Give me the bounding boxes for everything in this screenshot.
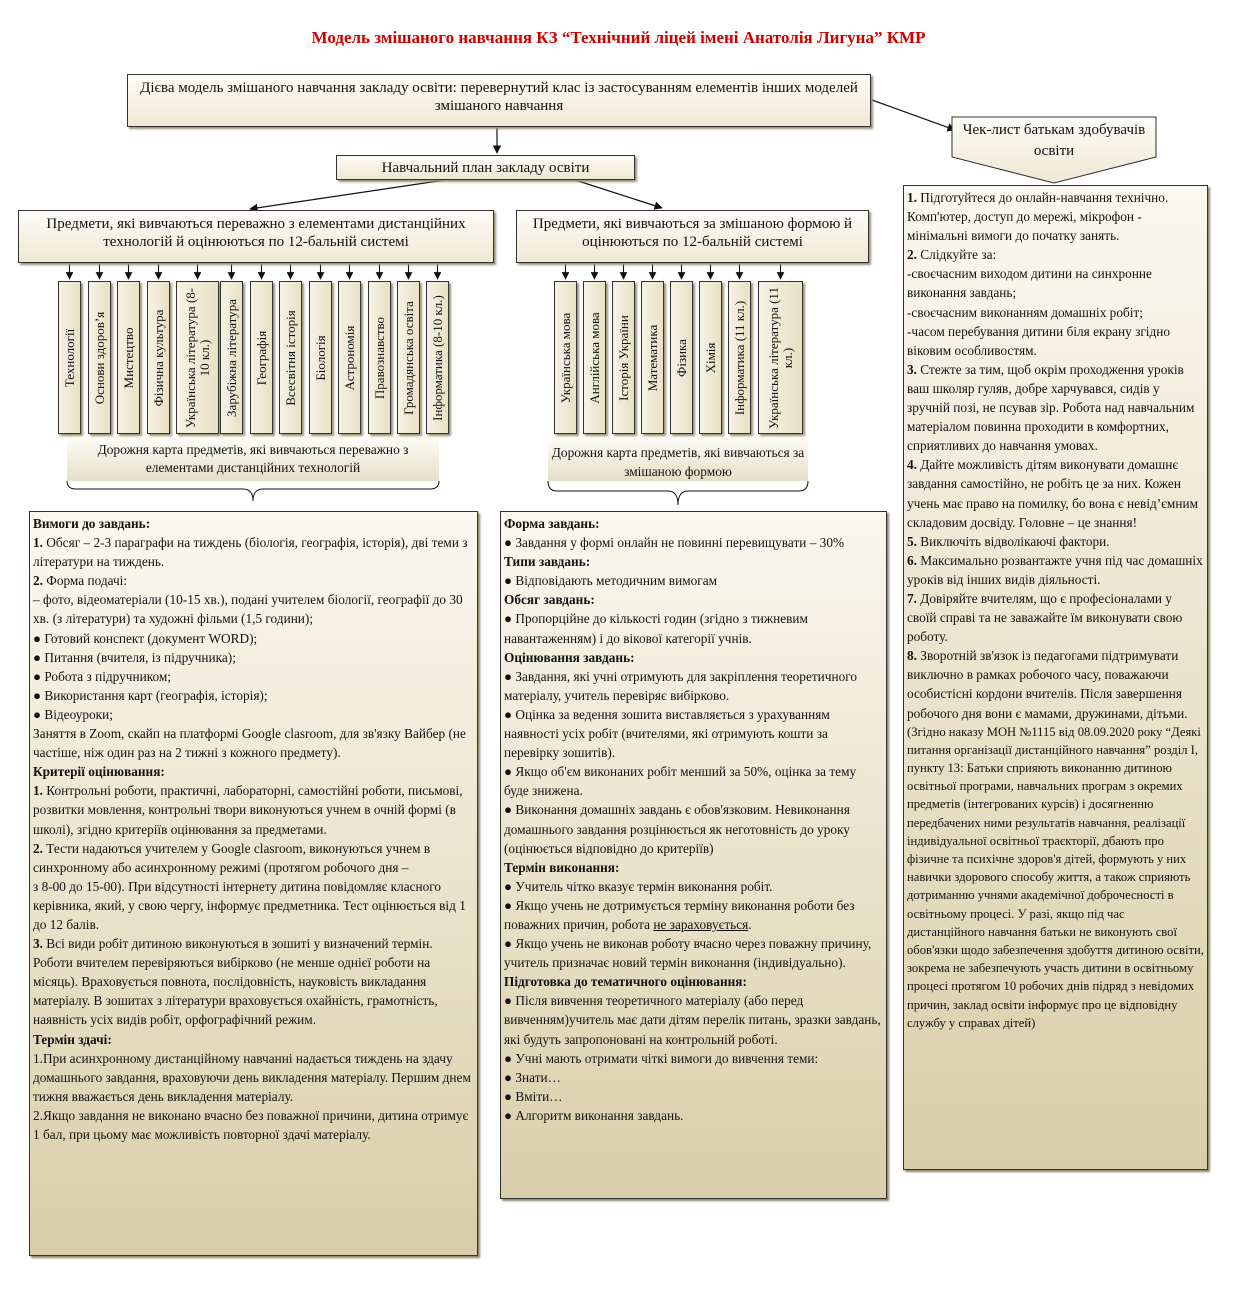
right_group-subject-box [758, 281, 803, 434]
section-heading [504, 552, 883, 571]
panel-item [33, 1106, 474, 1144]
item-text: ● Учні мають отримати чіткі вимоги до вивчення теми: [504, 1050, 819, 1066]
subject-label: Фізична культура [150, 309, 166, 406]
item-number: 5. [907, 533, 917, 549]
item-number: 2. [33, 840, 43, 856]
subject-label: Географія [253, 330, 269, 385]
item-text: Заняття в Zoom, скайп на платформі Google clasroom, для зв'язку Вайбер (не частіше, ніж один раз на 2 тижні з кожного предмету). [33, 726, 466, 761]
panel-item [33, 877, 474, 934]
item-text: -своєчасним виходом дитини на синхронне виконання завдань; [907, 266, 1152, 301]
panel-item [33, 571, 474, 590]
left_group-subject-box [117, 281, 140, 434]
item-text: ● Учитель чітко вказує термін виконання робіт. [504, 878, 773, 894]
panel-item [33, 1049, 474, 1106]
item-text: Зворотній зв'язок із педагогами підтримувати виключно в рамках робочого часу, поважаючи особистісні кордони вчителів. Після завершення робочого дня вони є мамами, дружинами, дітьми. [907, 648, 1188, 721]
item-text: Обсяг завдань: [504, 592, 595, 608]
item-text: ● Відеоуроки; [33, 706, 113, 722]
checklist-label: Чек-лист батькам здобувачів освіти [962, 122, 1146, 159]
panel-item [907, 188, 1204, 245]
item-text: ● Робота з підручником; [33, 668, 171, 684]
panel-item [504, 934, 883, 972]
left-roadmap-label: Дорожня карта предметів, які вивчаються переважно з елементами дистанційних технологій [97, 442, 409, 475]
item-text: 2.Якщо завдання не виконано вчасно без поважної причини, дитина отримує 1 бал, при цьому має можливість повторної здачі матеріалу. [33, 1107, 469, 1142]
subject-label: Мистецтво [120, 327, 136, 388]
deadline-before: ● Якщо учень не дотримується терміну виконання роботи без поважних причин, робота [504, 897, 855, 932]
subject-label: Всесвітня історія [282, 309, 298, 406]
left_group-subject-box [426, 281, 449, 434]
panel-item [907, 532, 1204, 551]
section-heading [504, 858, 883, 877]
page-title: Модель змішаного навчання КЗ “Технічний ліцей імені Анатолія Лигуна” КМР [311, 28, 926, 47]
item-text: Слідкуйте за: [916, 247, 997, 263]
panel-item [504, 1068, 883, 1087]
subject-label: Хімія [702, 342, 718, 373]
panel-item [504, 877, 883, 896]
item-text: Підготуйтеся до онлайн-навчання технічно. Комп'ютер, доступ до мережі, мікрофон - мінімальні вимоги до початку занять. [907, 190, 1169, 244]
item-text: ● Після вивчення теоретичного матеріалу (або перед вивченням)учитель має дати дітям перелік питань, зразки завдань, які будуть запропоновані на контрольній роботі. [504, 993, 881, 1047]
left_group-subject-box [309, 281, 332, 434]
item-number: 8. [907, 648, 917, 664]
item-text: Обсяг – 2-3 параграфи на тиждень (біологія, географія, історія), дві теми з літератури на тиждень. [33, 535, 468, 570]
panel-item [504, 800, 883, 857]
right_group-subject-box [699, 281, 722, 434]
item-text: Термін здачі: [33, 1031, 112, 1047]
panel-item [504, 762, 883, 800]
panel-item [504, 896, 883, 934]
item-text: з 8-00 до 15-00). При відсутності інтернету дитина повідомляє класного керівника, який, у свою чергу, інформує предметника. Тест оцінюється від 1 до 12 балів. [33, 878, 466, 932]
item-number: 1. [33, 535, 43, 551]
panel-item [33, 686, 474, 705]
arrow-main-to-checklist [872, 100, 955, 130]
panel-item [33, 724, 474, 762]
curriculum-plan-box: Навчальний план закладу освіти [336, 155, 635, 180]
right-roadmap-label: Дорожня карта предметів, які вивчаються за змішаною формою [551, 445, 805, 479]
section-heading [504, 648, 883, 667]
item-number: 3. [907, 361, 917, 377]
right-roadmap-banner [547, 437, 809, 507]
right-subject-arrows [566, 264, 781, 279]
right_group-subject-box [670, 281, 693, 434]
moe-order-note: (Згідно наказу МОН №1115 від 08.09.2020 року “Деякі питання організації дистанційного навчання” розділ І, пункту 13: Батьки сприяють виконанню дитиною освітньої програми, навчальних програм з окремих предметів (інтегрованих курсів) і досягненню передбачених ними результатів навчання, реалізації індивідуальної освітньої траєкторії, дбають про фізичне та психічне здоров'я дітей, формують у них навички здорового способу життя, а також сприяють дотриманню учнями академічної доброчесності в освітньому процесі. У разі, якщо під час дистанційного навчання батьки не виконують свої обов'язки щодо забезпечення здобуття дитиною освіти, зокрема не забезпечують участь дитини в освітньому процесі протягом 10 робочих днів підряд з невідомих причин, заклад освіти інформує про це відповідну службу у справах дітей) [907, 724, 1204, 1030]
left_group-subject-box [338, 281, 361, 434]
panel-item [907, 303, 1204, 322]
right_group-subject-box [554, 281, 577, 434]
item-text: Контрольні роботи, практичні, лабораторні, самостійні роботи, письмові, розвитки мовлення, контрольні твори виконуються учнем в очній формі (в школі), згідно критеріїв оцінювання за предметами. [33, 783, 463, 837]
panel-item [33, 839, 474, 877]
item-number: 2. [33, 573, 43, 589]
item-text: Дайте можливість дітям виконувати домашнє завдання самостійно, не робіть це за них. Кожен учень має право на помилку, бо вона є невід’ємним складовим досвіду. Головне – це знання! [907, 457, 1198, 530]
item-text: Підготовка до тематичного оцінювання: [504, 974, 747, 990]
subject-label: Біологія [312, 334, 328, 381]
panel-item [907, 322, 1204, 360]
item-text: – фото, відеоматеріали (10-15 хв.), подані учителем біології, географії до 30 хв. (з літератури) та художні фільми (1,5 години); [33, 592, 463, 627]
item-text: ● Питання (вчителя, із підручника); [33, 649, 236, 665]
item-text: Форма завдань: [504, 516, 600, 531]
subject-label: Технології [61, 328, 77, 387]
item-text: Вимоги до завдань: [33, 516, 151, 531]
item-text: Тести надаються учителем у Google clasroom, виконуються учнем в синхронному або асинхронному режимі (протягом робочого дня – [33, 840, 431, 875]
item-text: ● Відповідають методичним вимогам [504, 573, 718, 589]
item-text: ● Завдання, які учні отримують для закріплення теоретичного матеріалу, учитель перевіряє вибірково. [504, 668, 858, 703]
deadline-underlined: не зараховується [653, 916, 749, 932]
panel-item [907, 455, 1204, 531]
subject-label: Англійська мова [586, 311, 602, 404]
panel-item [33, 533, 474, 571]
item-text: ● Вміти… [504, 1088, 563, 1104]
left_group-subject-box [250, 281, 273, 434]
item-text: -часом перебування дитини біля екрану згідно віковим особливостям. [907, 323, 1171, 358]
subject-label: Математика [644, 324, 660, 391]
checklist-items [907, 188, 1204, 723]
main-model-box: Дієва модель змішаного навчання закладу освіти: перевернутий клас із застосуванням елементів інших моделей змішаного навчання [127, 74, 871, 127]
panel-item [907, 646, 1204, 722]
item-number: 1. [33, 783, 43, 799]
section-heading [504, 972, 883, 991]
panel-item [907, 551, 1204, 589]
left-group-header: Предмети, які вивчаються переважно з елементами дистанційних технологій й оцінюються по 12-бальній системі [18, 210, 494, 263]
right_group-subject-box [728, 281, 751, 434]
item-number: 2. [907, 247, 917, 263]
item-text: Критерії оцінювання: [33, 764, 165, 780]
panel-item [33, 590, 474, 628]
subject-label: Громадянська освіта [400, 300, 416, 415]
section-heading [504, 514, 883, 533]
left_group-subject-box [176, 281, 219, 434]
item-number: 3. [33, 936, 43, 952]
panel-item [504, 667, 883, 705]
deadline-after: . [748, 916, 752, 932]
right-group-header: Предмети, які вивчаються за змішаною формою й оцінюються по 12-бальній системі [516, 210, 869, 263]
left_group-subject-box [147, 281, 170, 434]
panel-item [504, 1087, 883, 1106]
panel-item [504, 1106, 883, 1125]
right_group-subject-box [612, 281, 635, 434]
item-text: ● Якщо об'єм виконаних робіт менший за 50%, оцінка за тему буде знижена. [504, 764, 857, 799]
item-text: Довіряйте вчителям, що є професіоналами у своїй справі та не заважайте їм виконувати свою роботу. [907, 590, 1183, 645]
item-text: Виключіть відволікаючі фактори. [916, 533, 1110, 549]
left_group-subject-box [88, 281, 111, 434]
item-text: Стежте за тим, щоб окрім проходження уроків ваш школяр гуляв, добре харчувався, сидів у зручній позі, не псував зір. Робота над навчальним матеріалом повинна проходити в комфортних, сприятливих до навчання умовах. [907, 361, 1195, 454]
left_group-subject-box [279, 281, 302, 434]
right_group-subject-box [583, 281, 606, 434]
item-text: Термін виконання: [504, 859, 620, 875]
checklist-box [951, 116, 1157, 184]
subject-label: Основи здоров’я [91, 311, 107, 404]
item-text: 1.При асинхронному дистанційному навчанні надається тиждень на здачу домашнього завдання, враховуючи день викладення матеріалу. Першим днем тижня вважається день викладення матеріалу. [33, 1050, 471, 1104]
subject-label: Українська мова [557, 312, 573, 403]
panel-item [907, 589, 1204, 646]
left-subject-arrows [70, 264, 438, 279]
item-text: ● Якщо учень не виконав роботу вчасно через поважну причину, учитель призначає новий термін виконання (індивідуально). [504, 936, 872, 971]
right_group-subject-box [641, 281, 664, 434]
left-requirements-panel [29, 511, 478, 1256]
item-text: ● Алгоритм виконання завдань. [504, 1107, 684, 1123]
item-number: 4. [907, 457, 917, 473]
middle-requirements-panel [500, 511, 887, 1199]
item-text: Всі види робіт дитиною виконуються в зошиті у визначений термін. Роботи вчителем перевіряються вибірково (не менше однієї роботи на місяць). Враховується повнота, послідовність, науковість викладання матеріалу. В зошитах з літератури враховується охайність, грамотність, наявність усіх видів робіт, орфографічний режим. [33, 936, 438, 1028]
subject-label: Правознавство [371, 316, 387, 399]
subject-label: Українська література (11 кл.) [765, 286, 795, 429]
panel-item [33, 629, 474, 648]
panel-item [504, 571, 883, 590]
item-text: ● Оцінка за ведення зошита виставляється з урахуванням наявності усіх робіт (вчителями, які отримують кошти за перевірку зошитів). [504, 706, 830, 761]
item-text: Оцінювання завдань: [504, 649, 635, 665]
left-roadmap-banner [66, 437, 440, 503]
item-text: ● Готовий конспект (документ WORD); [33, 630, 258, 646]
section-heading [504, 590, 883, 609]
panel-item [907, 245, 1204, 264]
item-text: ● Використання карт (географія, історія); [33, 687, 268, 703]
item-text: Максимально розвантажте учня під час домашніх уроків від інших видів діяльності. [907, 552, 1203, 587]
panel-item [33, 667, 474, 686]
item-number: 1. [907, 190, 917, 205]
panel-item [33, 934, 474, 1029]
arrow-plan-to-right [575, 180, 662, 208]
item-number: 6. [907, 552, 917, 568]
subject-label: Українська література (8-10 кл.) [182, 287, 212, 428]
arrow-plan-to-left [250, 180, 445, 209]
panel-item [33, 781, 474, 838]
section-heading [33, 762, 474, 781]
panel-item [907, 360, 1204, 455]
left_group-subject-box [58, 281, 81, 434]
subject-label: Астрономія [341, 325, 357, 390]
panel-item [33, 648, 474, 667]
item-text: Форма подачі: [42, 573, 128, 589]
panel-item [907, 264, 1204, 302]
item-text: ● Знати… [504, 1069, 561, 1085]
section-heading [33, 514, 474, 533]
item-text: ● Пропорційне до кількості годин (згідно з тижневим навантаженням) і до вікової категорії учнів. [504, 611, 808, 646]
item-text: ● Завдання у формі онлайн не повинні перевищувати – 30% [504, 535, 845, 551]
panel-item [504, 991, 883, 1048]
item-number: 7. [907, 590, 917, 606]
panel-item [504, 533, 883, 552]
panel-item [504, 1049, 883, 1068]
parents-checklist-panel [903, 185, 1208, 1170]
subject-label: Історія України [615, 314, 631, 401]
panel-item [504, 609, 883, 647]
item-text: Типи завдань: [504, 554, 591, 570]
subject-label: Зарубіжна література [223, 298, 239, 417]
item-text: ● Виконання домашніх завдань є обов'язковим. Невиконання домашнього завдання розцінюється як неготовність до уроку (оцінюється відповідно до критеріїв) [504, 802, 850, 856]
panel-item [504, 705, 883, 762]
subject-label: Інформатика (11 кл.) [731, 300, 747, 415]
panel-item [33, 705, 474, 724]
left_group-subject-box [220, 281, 243, 434]
subject-label: Фізика [673, 338, 689, 377]
left_group-subject-box [397, 281, 420, 434]
left_group-subject-box [368, 281, 391, 434]
section-heading [33, 1030, 474, 1049]
subject-label: Інформатика (8-10 кл.) [429, 294, 445, 421]
item-text: -своєчасним виконанням домашніх робіт; [907, 304, 1143, 320]
